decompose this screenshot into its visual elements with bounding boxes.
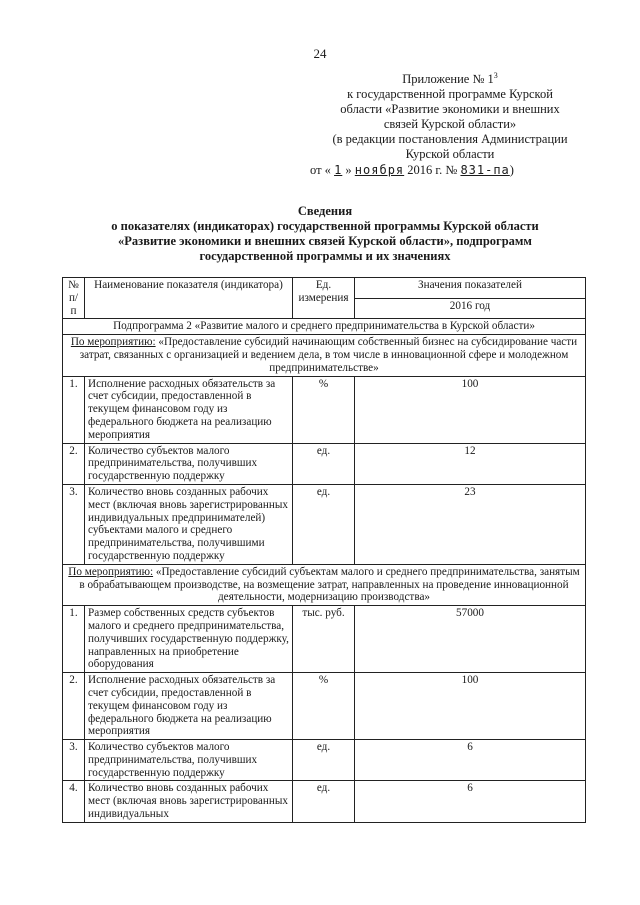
- appendix-title-superscript: 3: [493, 70, 498, 80]
- table-row: [63, 484, 586, 564]
- row-indicator: Исполнение расходных обязательств за счет субсидии, предоставленной в текущем финансовом году из федерального бюджета на реализацию мероприятия: [85, 673, 293, 740]
- subprogram-title: Подпрограмма 2 «Развитие малого и среднего предпринимательства в Курской области»: [63, 319, 586, 335]
- row-value: 6: [355, 781, 586, 822]
- appendix-line: связей Курской области»: [383, 117, 517, 131]
- row-indicator: Количество субъектов малого предпринимательства, получивших государственную поддержку: [85, 443, 293, 484]
- row-indicator: Количество вновь созданных рабочих мест (включая вновь зарегистрированных индивидуальных предпринимателей) субъектами малого и среднего предпринимательства, получившими государственную поддержку: [85, 484, 293, 564]
- activity-description: [63, 564, 586, 605]
- row-indicator: Количество субъектов малого предпринимательства, получивших государственную поддержку: [85, 740, 293, 781]
- appendix-dateline: [300, 163, 600, 178]
- header-num-line: п/п: [68, 291, 79, 317]
- appendix-line: к государственной программе Курской: [347, 87, 553, 101]
- appendix-block: [300, 72, 600, 178]
- date-mid: »: [345, 163, 352, 177]
- title-line: Сведения: [297, 204, 353, 218]
- row-indicator: Количество вновь созданных рабочих мест (включая вновь зарегистрированных индивидуальных: [85, 781, 293, 822]
- row-unit: тыс. руб.: [293, 606, 355, 673]
- row-num: 2.: [63, 673, 85, 740]
- header-unit-line: Ед.: [315, 279, 332, 291]
- table-row: [63, 740, 586, 781]
- page-number: 24: [313, 46, 327, 61]
- title-line: о показателях (индикаторах) государственной программы Курской области: [111, 219, 539, 233]
- appendix-title: [300, 72, 600, 87]
- row-num: 3.: [63, 740, 85, 781]
- row-num: 2.: [63, 443, 85, 484]
- table-header-row: [63, 278, 586, 299]
- row-value: 57000: [355, 606, 586, 673]
- row-indicator: Размер собственных средств субъектов малого и среднего предпринимательства, получивших государственную поддержку, направленных на приобретение оборудования: [85, 606, 293, 673]
- row-num: 4.: [63, 781, 85, 822]
- row-num: 3.: [63, 484, 85, 564]
- row-value: 100: [355, 673, 586, 740]
- row-unit: ед.: [293, 740, 355, 781]
- row-value: 23: [355, 484, 586, 564]
- document-number: 831-па: [460, 163, 510, 177]
- activity-row: [63, 335, 586, 376]
- date-from-label: от «: [310, 163, 331, 177]
- activity-label: По мероприятию:: [70, 336, 156, 349]
- table-row: [63, 781, 586, 822]
- row-value: 100: [355, 376, 586, 443]
- indicators-table: [62, 277, 586, 823]
- activity-text: «Предоставление субсидий субъектам малого и среднего предпринимательства, занятым в обрабатывающем производстве, на возмещение затрат, направленных на проведение инновационной деятельности, модернизацию производства»: [79, 565, 580, 604]
- header-name: Наименование показателя (индикатора): [85, 278, 293, 319]
- header-year: 2016 год: [355, 298, 586, 319]
- row-value: 6: [355, 740, 586, 781]
- row-unit: ед.: [293, 443, 355, 484]
- row-num: 1.: [63, 606, 85, 673]
- appendix-line: Курской области: [405, 147, 495, 161]
- appendix-line: области «Развитие экономики и внешних: [340, 102, 560, 116]
- header-num: [63, 278, 85, 319]
- activity-label: По мероприятию:: [68, 565, 154, 578]
- table-row: [63, 443, 586, 484]
- header-num-line: №: [68, 279, 79, 291]
- date-close: ): [509, 163, 514, 177]
- header-unit: [293, 278, 355, 319]
- activity-row: [63, 564, 586, 605]
- title-line: «Развитие экономики и внешних связей Курской области», подпрограмм: [118, 234, 532, 248]
- appendix-title-text: Приложение № 1: [402, 72, 494, 86]
- subprogram-row: [63, 319, 586, 335]
- row-unit: %: [293, 376, 355, 443]
- header-unit-line: измерения: [298, 291, 349, 304]
- table-row: [63, 376, 586, 443]
- appendix-line: (в редакции постановления Администрации: [332, 132, 568, 146]
- activity-description: [63, 335, 586, 376]
- row-num: 1.: [63, 376, 85, 443]
- header-values: Значения показателей: [355, 278, 586, 299]
- table-row: [63, 606, 586, 673]
- document-title: [60, 204, 590, 264]
- date-year: 2016 г. №: [407, 163, 458, 177]
- row-unit: %: [293, 673, 355, 740]
- table-row: [63, 673, 586, 740]
- date-month: ноября: [354, 163, 405, 177]
- row-value: 12: [355, 443, 586, 484]
- date-day: 1: [334, 163, 343, 177]
- activity-text: «Предоставление субсидий начинающим собственный бизнес на субсидирование части затрат, связанных с организацией и ведением дела, в том числе в инновационной сфере и молодежном предпринимательстве»: [79, 336, 578, 374]
- row-unit: ед.: [293, 484, 355, 564]
- title-line: государственной программы и их значениях: [199, 249, 451, 263]
- row-unit: ед.: [293, 781, 355, 822]
- row-indicator: Исполнение расходных обязательств за счет субсидии, предоставленной в текущем финансовом году из федерального бюджета на реализацию мероприятия: [85, 376, 293, 443]
